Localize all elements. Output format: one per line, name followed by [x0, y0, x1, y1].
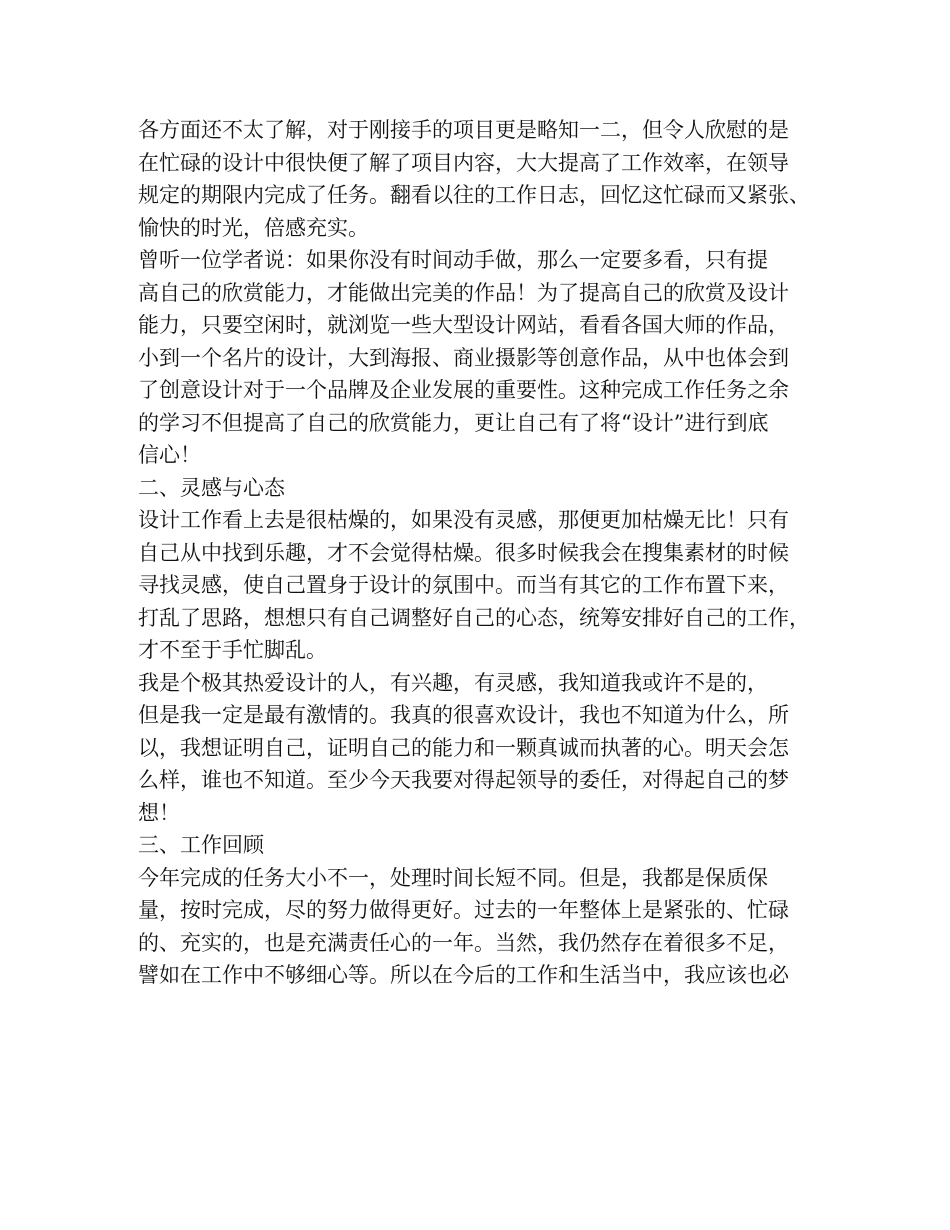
text-line: 自己从中找到乐趣，才不会觉得枯燥。很多时候我会在搜集素材的时候	[138, 540, 789, 565]
text-line: 信心！	[138, 443, 201, 467]
section-heading: 二、灵感与心态	[138, 475, 285, 500]
text-line: 才不至于手忙脚乱。	[138, 638, 327, 662]
section-heading: 三、工作回顾	[138, 833, 264, 857]
text-line: 设计工作看上去是很枯燥的，如果没有灵感，那便更加枯燥无比！只有	[138, 508, 789, 532]
text-line: 愉快的时光，倍感充实。	[138, 215, 369, 240]
text-line: 想！	[138, 800, 180, 825]
text-line: 了创意设计对于一个品牌及企业发展的重要性。这种完成工作任务之余	[138, 378, 789, 402]
text-line: 小到一个名片的设计，大到海报、商业摄影等创意作品，从中也体会到	[138, 345, 789, 370]
text-line: 能力，只要空闲时，就浏览一些大型设计网站，看看各国大师的作品，	[138, 313, 789, 337]
text-line: 寻找灵感，使自己置身于设计的氛围中。而当有其它的工作布置下来，	[138, 573, 789, 597]
text-line: 我是个极其热爱设计的人，有兴趣，有灵感，我知道我或许不是的，	[138, 670, 768, 695]
document-body	[138, 114, 828, 992]
text-line: 但是我一定是最有激情的。我真的很喜欢设计，我也不知道为什么，所	[138, 703, 789, 727]
text-line: 么样，谁也不知道。至少今天我要对得起领导的委任，对得起自己的梦	[138, 768, 789, 792]
text-line: 高自己的欣赏能力，才能做出完美的作品！为了提高自己的欣赏及设计	[138, 280, 789, 305]
text-line: 以，我想证明自己，证明自己的能力和一颗真诚而执著的心。明天会怎	[138, 735, 789, 760]
text-line: 在忙碌的设计中很快便了解了项目内容，大大提高了工作效率，在领导	[138, 150, 789, 175]
text-line: 譬如在工作中不够细心等。所以在今后的工作和生活当中，我应该也必	[138, 963, 789, 987]
text-line: 曾听一位学者说：如果你没有时间动手做，那么一定要多看，只有提	[138, 248, 768, 272]
text-line: 的、充实的，也是充满责任心的一年。当然，我仍然存在着很多不足，	[138, 930, 789, 955]
text-line: 量，按时完成，尽的努力做得更好。过去的一年整体上是紧张的、忙碌	[138, 898, 789, 922]
text-line: 打乱了思路，想想只有自己调整好自己的心态，统筹安排好自己的工作，	[138, 605, 810, 630]
text-line: 规定的期限内完成了任务。翻看以往的工作日志，回忆这忙碌而又紧张、	[138, 183, 810, 207]
text-line: 的学习不但提高了自己的欣赏能力，更让自己有了将“设计”进行到底	[138, 410, 769, 435]
text-line: 今年完成的任务大小不一，处理时间长短不同。但是，我都是保质保	[138, 865, 768, 890]
text-line: 各方面还不太了解，对于刚接手的项目更是略知一二，但令人欣慰的是	[138, 118, 789, 142]
